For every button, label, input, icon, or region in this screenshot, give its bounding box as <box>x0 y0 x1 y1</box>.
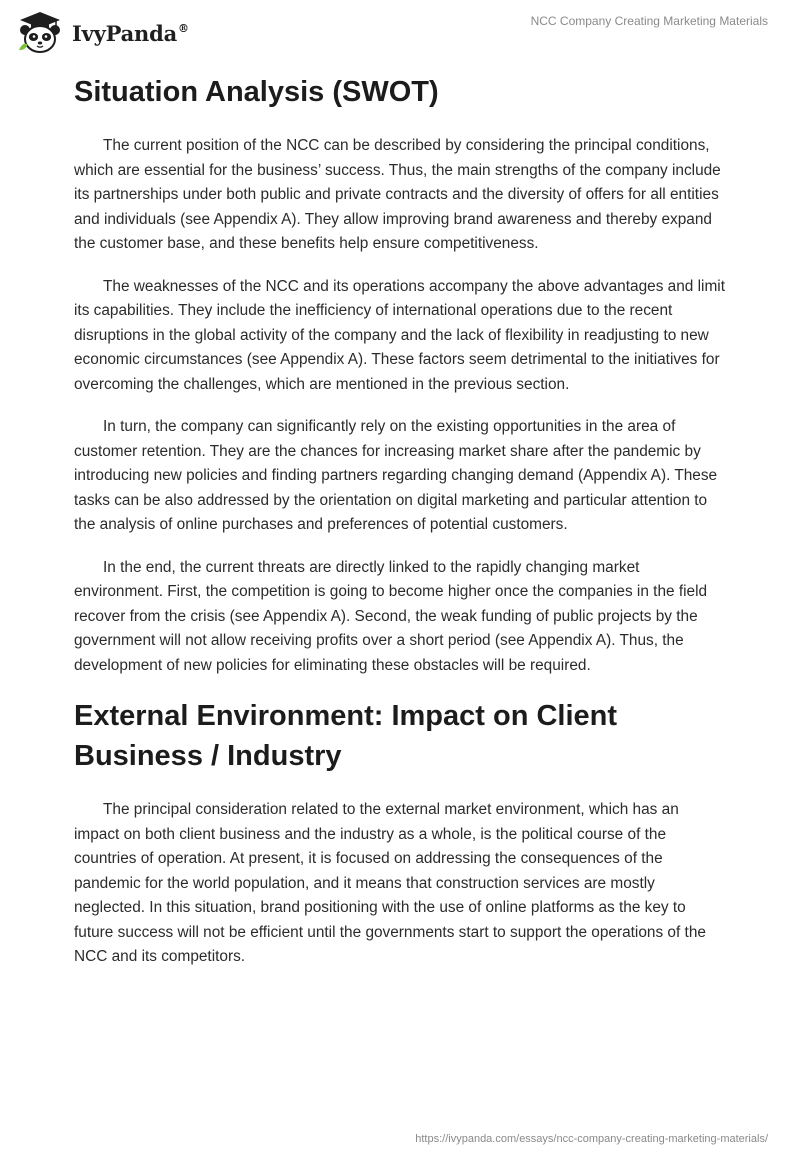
paragraph-weaknesses: The weaknesses of the NCC and its operations accompany the above advantages and limit its capabilities. They include the inefficiency of international operations due to the recent disruptions in the global activity of the company and the lack of flexibility in readjusting to new economic circumstances (see Appendix A). These factors seem detrimental to the initiatives for overcoming the challenges, which are mentioned in the previous section. <box>74 277 725 393</box>
document-title: NCC Company Creating Marketing Materials <box>530 14 768 28</box>
paragraph-threats: In the end, the current threats are directly linked to the rapidly changing market environment. First, the competition is going to become higher once the companies in the field recover from the crisis (see Appendix A). Second, the weak funding of public projects by the government will not allow receiving profits over a short period (see Appendix A). Thus, the development of new policies for eliminating these obstacles will be required. <box>74 558 708 674</box>
paragraph-external-environment: The principal consideration related to the external market environment, which has an impact on both client business and the industry as a whole, is the political course of the countries of operation. At present, it is focused on addressing the consequences of the pandemic for the world population, and it means that construction services are mostly neglected. In this situation, brand positioning with the use of online platforms as the key to future success will not be efficient until the governments start to support the operations of the NCC and its competitors. <box>74 801 706 965</box>
brand-name-text: IvyPanda <box>72 20 178 46</box>
paragraph-strengths: The current position of the NCC can be described by considering the principal conditions, which are essential for the business’ success. Thus, the main strengths of the company include its partnerships under both public and private contracts and the diversity of offers for all entities and individuals (see Appendix A). They allow improving brand awareness and thereby expand the customer base, and these benefits help ensure competitiveness. <box>74 137 721 252</box>
ivypanda-logo[interactable] <box>16 10 189 56</box>
panda-logo-icon <box>16 10 64 56</box>
source-url-link[interactable]: https://ivypanda.com/essays/ncc-company-creating-marketing-materials/ <box>415 1133 768 1145</box>
registered-mark: ® <box>178 21 189 35</box>
brand-name <box>72 21 189 46</box>
essay-body <box>74 72 726 970</box>
section-heading-external-environment: External Environment: Impact on Client Business / Industry <box>74 700 618 772</box>
paragraph-opportunities: In turn, the company can significantly rely on the existing opportunities in the area of customer retention. They are the chances for increasing market share after the pandemic by introducing new policies and finding partners regarding changing demand (Appendix A). These tasks can be also addressed by the orientation on digital marketing and particular attention to the analysis of online purchases and preferences of potential customers. <box>74 418 718 533</box>
page-header <box>0 0 800 64</box>
section-heading-swot: Situation Analysis (SWOT) <box>74 76 439 108</box>
